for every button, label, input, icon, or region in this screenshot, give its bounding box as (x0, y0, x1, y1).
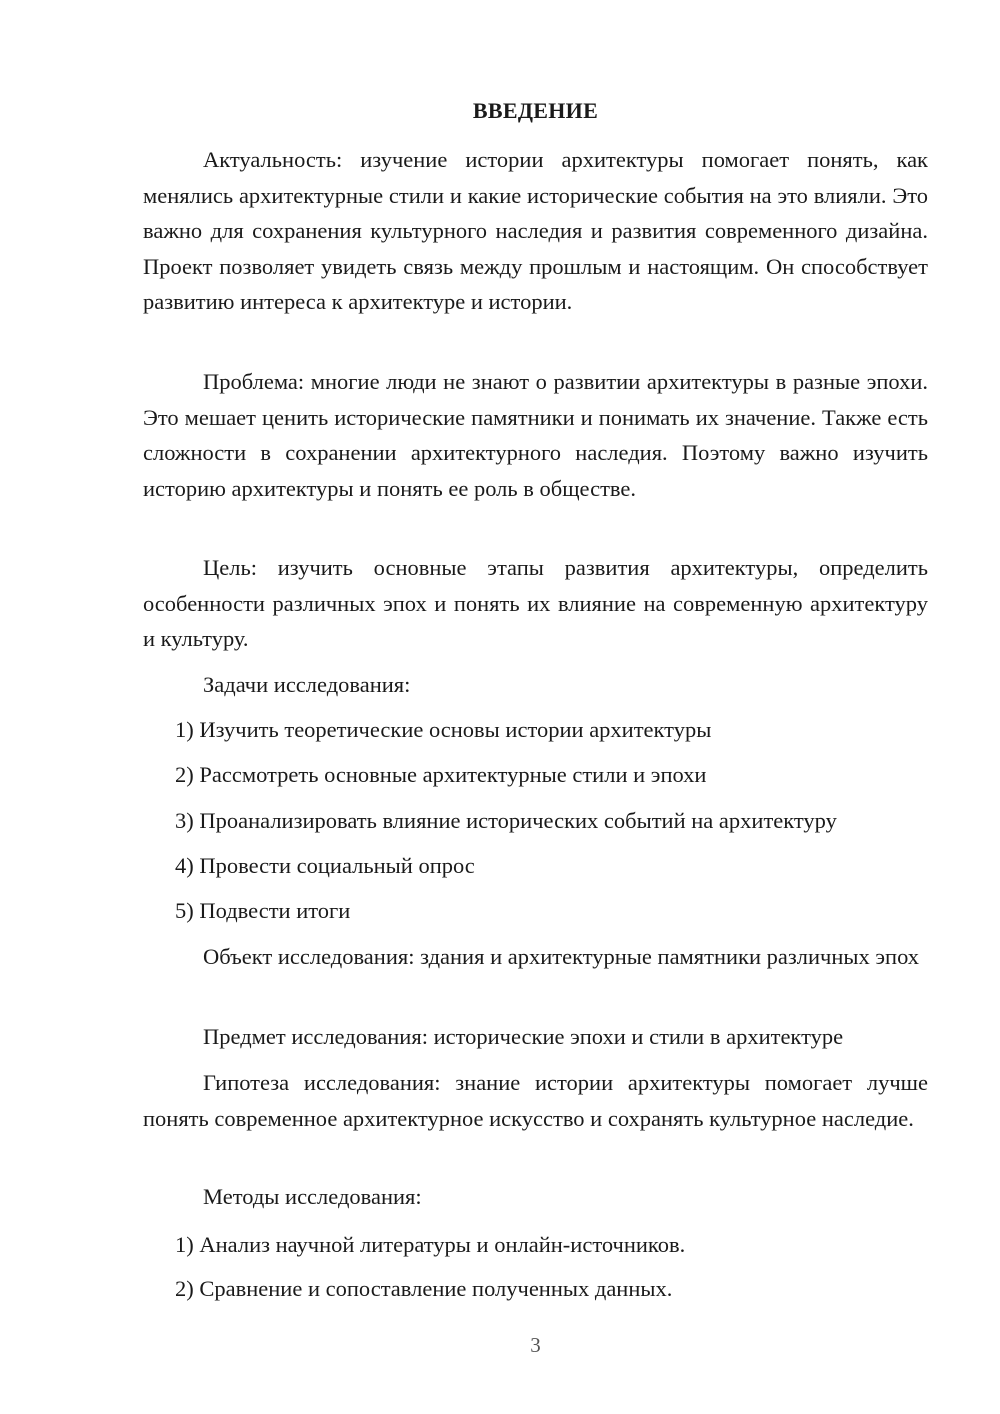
tasks-heading: Задачи исследования: (203, 672, 411, 697)
page-title: ВВЕДЕНИЕ (472, 98, 599, 123)
methods-heading: Методы исследования: (203, 1184, 422, 1209)
task-item: 3) Проанализировать влияние исторических событий на архитектуру (175, 808, 837, 833)
paragraph-relevance: Актуальность: изучение истории архитектуры помогает понять, как менялись архитектурные стили и какие исторические события на это влияли. Это важно для сохранения культурного наследия и развития современного дизайна. Проект позволяет увидеть связь между прошлым и настоящим. Он способствует развитию интереса к архитектуре и истории. (143, 147, 928, 314)
task-item: 2) Рассмотреть основные архитектурные стили и эпохи (175, 762, 707, 787)
paragraph-subject: Предмет исследования: исторические эпохи и стили в архитектуре (203, 1024, 844, 1049)
paragraph-goal: Цель: изучить основные этапы развития архитектуры, определить особенности различных эпох и понять их влияние на современную архитектуру и культуру. (143, 555, 928, 651)
task-item: 4) Провести социальный опрос (175, 853, 475, 878)
paragraph-problem: Проблема: многие люди не знают о развитии архитектуры в разные эпохи. Это мешает ценить исторические памятники и понимать их значение. Также есть сложности в сохранении архитектурного наследия. Поэтому важно изучить историю архитектуры и понять ее роль в обществе. (143, 369, 928, 501)
document-page (143, 0, 928, 1414)
task-item: 1) Изучить теоретические основы истории архитектуры (175, 717, 712, 742)
paragraph-hypothesis: Гипотеза исследования: знание истории архитектуры помогает лучше понять современное архитектурное искусство и сохранять культурное наследие. (143, 1070, 928, 1131)
method-item: 1) Анализ научной литературы и онлайн-источников. (175, 1232, 686, 1257)
task-item: 5) Подвести итоги (175, 898, 351, 923)
method-item: 2) Сравнение и сопоставление полученных данных. (175, 1276, 673, 1301)
paragraph-object: Объект исследования: здания и архитектурные памятники различных эпох (203, 944, 920, 969)
page-number: 3 (530, 1333, 541, 1357)
